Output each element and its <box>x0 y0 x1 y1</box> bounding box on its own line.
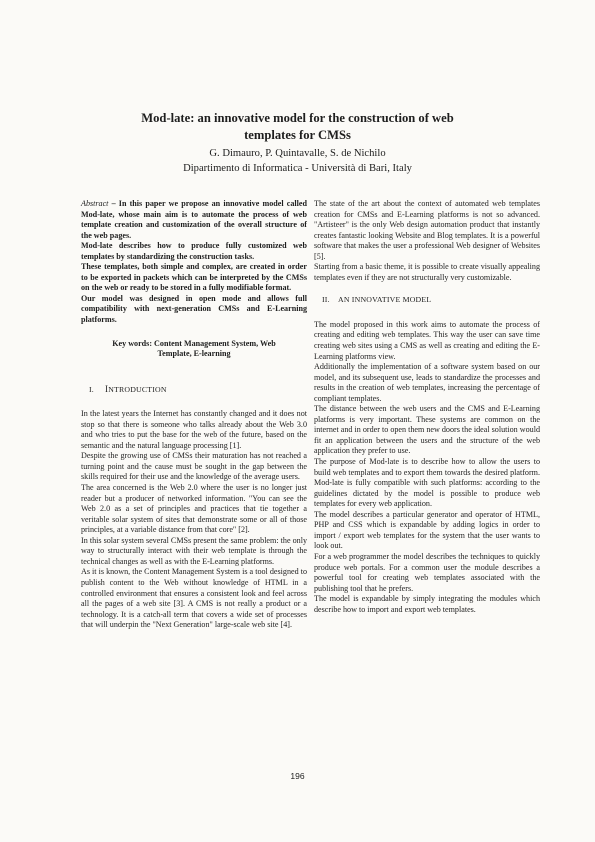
body-paragraph: The model describes a particular generator and operator of HTML, PHP and CSS which is expandable by adding logics in order to import / export web templates for the system that the user wants to look out. <box>314 509 540 551</box>
section-title-rest: NTRODUCTION <box>108 384 167 394</box>
keywords-line-1: Key words: Content Management System, Web <box>112 338 276 348</box>
section-number: I. <box>89 384 94 394</box>
body-paragraph: For a web programmer the model describes the techniques to quickly produce web portals. For a common user the module describes a powerful tool for creating web templates associated with the publishing tool that he prefers. <box>314 551 540 593</box>
keywords <box>81 339 307 360</box>
abstract-text-1: In this paper we propose an innovative model called Mod-late, whose main aim is to automate the process of web template creation and customization of the overall structure of the web pages. <box>81 199 307 240</box>
abstract-label: Abstract <box>81 199 109 208</box>
body-paragraph: The state of the art about the context of automated web templates creation for CMSs and E-Learning platforms is not so advanced. "Artisteer" is the only Web design automation product that instantly creates fantastic looking Website and Blog templates. It is a powerful software that makes the user a professional Web designer of Websites [5]. <box>314 199 540 261</box>
page-number: 196 <box>290 771 305 781</box>
body-paragraph: The model proposed in this work aims to automate the process of creating and editing web templates. This way the user can save time creating web sites using a CMS as well as creating and editing the E-Learning platforms view. <box>314 319 540 361</box>
body-paragraph: The model is expandable by simply integrating the modules which describe how to import and export web templates. <box>314 594 540 614</box>
body-paragraph: The distance between the web users and the CMS and E-Learning platforms is very important. These systems are common on the internet and in order to open them new doors the ideal solution would fit an application between the users and the structure of the web application they prefer to use. <box>314 404 540 456</box>
body-paragraph: The area concerned is the Web 2.0 where the user is no longer just reader but a producer of networked information. "You can see the Web 2.0 as a set of principles and practices that tie together a veritable solar system of sites that demonstrate some or all of those principles, at a variable distance from that core" [2]. <box>81 483 307 535</box>
section-title-initial: I <box>105 383 109 394</box>
section-heading-innovative-model <box>322 295 540 306</box>
body-paragraph: Despite the growing use of CMSs their maturation has not reached a turning point and the cause must be sought in the gap between the skills required for their use and the knowledge of the average users. <box>81 451 307 482</box>
model-body <box>314 320 540 615</box>
keywords-line-2: Template, E-learning <box>157 349 231 359</box>
abstract-paragraph: Mod-late describes how to produce fully customized web templates by standardizing the construction tasks. <box>81 241 307 261</box>
title-line-2: templates for CMSs <box>244 128 351 142</box>
title-line-1: Mod-late: an innovative model for the construction of web <box>141 111 454 125</box>
state-of-art-body <box>314 199 540 283</box>
body-paragraph: Starting from a basic theme, it is possible to create visually appealing templates even if they are not structurally very customizable. <box>314 262 540 282</box>
abstract-paragraph: Abstract – In this paper we propose an innovative model called Mod-late, whose main aim is to automate the process of web template creation and customization of the overall structure of the web pages. <box>81 199 307 240</box>
section-number: II. <box>322 295 330 305</box>
body-paragraph: In the latest years the Internet has constantly changed and it does not stop so that there is someone who talks already about the Web 3.0 and who tries to put the base for the web of the future, based on the semantic and the natural language processing [1]. <box>81 409 307 450</box>
introduction-body <box>81 409 307 630</box>
authors: G. Dimauro, P. Quintavalle, S. de Nichilo <box>209 148 386 159</box>
left-column <box>81 199 307 631</box>
section-title: AN INNOVATIVE MODEL <box>338 295 432 305</box>
paper-title <box>100 110 495 144</box>
body-paragraph: Additionally the implementation of a software system based on our model, and its subsequent use, leads to standardize the processes and results in the creation of web templates, increasing the percentage of compliant templates. <box>314 362 540 403</box>
right-column <box>314 199 540 615</box>
body-paragraph: The purpose of Mod-late is to describe how to allow the users to build web templates and to export them towards the desired platform. Mod-late is fully compatible with such platforms: according to the guidelines dictated by the model is possible to produce web templates for every web application. <box>314 457 540 509</box>
abstract-paragraph: Our model was designed in open mode and allows full compatibility with next-generation CMSs and E-Learning platforms. <box>81 293 307 325</box>
author-block <box>100 146 495 176</box>
body-paragraph: As it is known, the Content Management System is a tool designed to publish content to the Web without knowledge of HTML in a controlled environment that ensures a consistent look and feel across all the pages of a web site [3]. A CMS is not really a product or a technology. It is a catch-all term that covers a wide set of processes that will underpin the "Next Generation" large-scale web site [4]. <box>81 567 307 630</box>
affiliation: Dipartimento di Informatica - Università di Bari, Italy <box>183 163 412 174</box>
body-paragraph: In this solar system several CMSs present the same problem: the only way to structurally interact with their web template is through the technical changes as well as with the E-Learning platforms. <box>81 535 307 566</box>
abstract-paragraph: These templates, both simple and complex, are created in order to be exported in packets which can be interpreted by the CMSs on the web or ready to be stored in a fully modifiable format. <box>81 262 307 293</box>
abstract <box>81 199 307 326</box>
section-heading-introduction <box>89 384 307 396</box>
